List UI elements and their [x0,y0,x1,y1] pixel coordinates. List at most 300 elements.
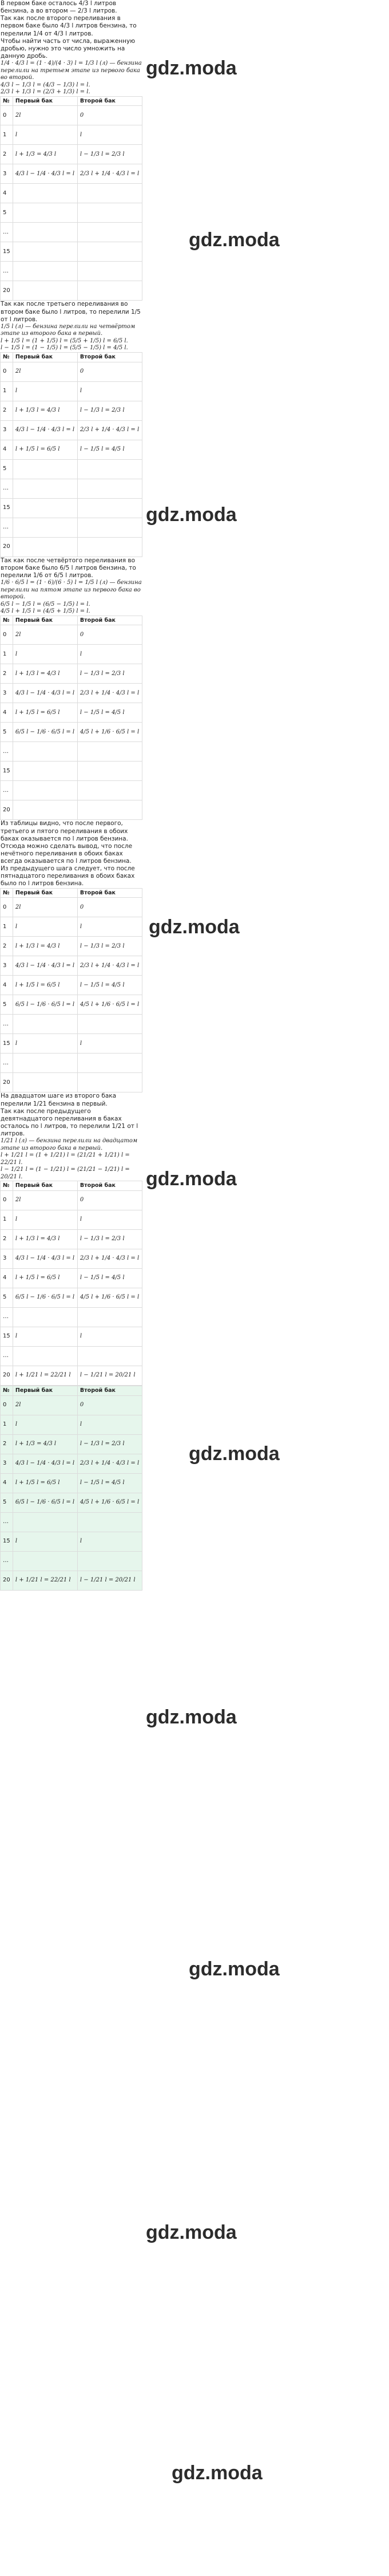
step-cell: 20 [1,1366,13,1386]
first-tank-cell: 2l [13,625,77,645]
second-tank-cell: l [77,125,142,145]
table-row [1,762,142,781]
table-header-row [1,1181,142,1191]
table-header-row [1,616,142,625]
watermark: gdz.moda [146,504,237,526]
step-cell: 15 [1,242,13,262]
step-cell: 2 [1,401,13,420]
solution-formula: l + 1/5 l = (1 + 1/5) l = (5/5 + 1/5) l = 6/5 l. [1,337,128,344]
first-tank-cell [13,742,77,762]
step-cell: 3 [1,420,13,440]
first-tank-cell: 6/5 l − 1/6 · 6/5 l = l [13,1288,77,1308]
second-tank-cell: 2/3 l + 1/4 · 4/3 l = l [77,684,142,703]
table-row [1,1230,142,1249]
watermark: gdz.moda [189,1443,280,1465]
step-cell: 1 [1,1210,13,1230]
second-tank-cell [77,1551,142,1571]
step-cell: … [1,518,13,537]
column-header: Второй бак [77,888,142,898]
first-tank-cell: 2l [13,1395,77,1415]
table-row [1,917,142,937]
second-tank-cell: 4/5 l + 1/6 · 6/5 l = l [77,1288,142,1308]
second-tank-cell: l [77,645,142,664]
step-cell: … [1,1512,13,1532]
second-tank-cell [77,762,142,781]
step-cell: 0 [1,898,13,917]
first-tank-cell [13,1073,77,1092]
first-tank-cell: l + 1/3 = 4/3 l [13,145,77,164]
table-row [1,1493,142,1512]
table-row [1,518,142,537]
table-row [1,381,142,401]
table-row [1,1327,142,1347]
table-header-row [1,96,142,106]
second-tank-cell: l − 1/21 l = 20/21 l [77,1366,142,1386]
step-cell: 15 [1,1532,13,1551]
step-cell: 3 [1,164,13,184]
table-row [1,1473,142,1493]
column-header: № [1,96,13,106]
table-row [1,995,142,1015]
table-row [1,645,142,664]
table-row [1,1454,142,1473]
first-tank-cell: 4/3 l − 1/4 · 4/3 l = l [13,1454,77,1473]
table-row [1,1073,142,1092]
first-tank-cell: l [13,1034,77,1054]
step-cell: 15 [1,498,13,518]
solution-text: Из предыдущего шага следует, что после пятнадцатого переливания в обоих баках было по l литров бензина. [1,865,135,887]
solution-formula: 2/3 l + 1/3 l = (2/3 + 1/3) l = l. [1,89,90,95]
table-row [1,281,142,301]
table-row [1,362,142,381]
first-tank-cell: l + 1/3 l = 4/3 l [13,1230,77,1249]
first-tank-cell: 6/5 l − 1/6 · 6/5 l = l [13,1493,77,1512]
first-tank-cell [13,262,77,281]
pour-table [0,888,142,1093]
column-header: Первый бак [13,1181,77,1191]
table-row [1,1512,142,1532]
step-cell: 2 [1,145,13,164]
column-header: № [1,616,13,625]
step-cell: 20 [1,800,13,820]
second-tank-cell: 2/3 l + 1/4 · 4/3 l = l [77,420,142,440]
step-cell: … [1,1015,13,1034]
table-row [1,1571,142,1590]
second-tank-cell: l − 1/3 l = 2/3 l [77,1434,142,1454]
solution-formula: 4/3 l − 1/3 l = (4/3 − 1/3) l = l. [1,81,90,88]
first-tank-cell [13,498,77,518]
solution-content [0,0,142,1591]
table-row [1,1532,142,1551]
watermark: gdz.moda [149,916,240,938]
answer-table [0,1386,142,1591]
first-tank-cell: l + 1/3 l = 4/3 l [13,401,77,420]
step-cell: 5 [1,1288,13,1308]
column-header: Первый бак [13,352,77,362]
first-tank-cell: l + 1/21 l = 22/21 l [13,1366,77,1386]
solution-formula: l − 1/5 l = (1 − 1/5) l = (5/5 − 1/5) l = 4/5 l. [1,345,128,352]
watermark: gdz.moda [146,1706,237,1728]
second-tank-cell: l [77,1034,142,1054]
step-cell: 0 [1,1395,13,1415]
first-tank-cell: l + 1/5 l = 6/5 l [13,440,77,459]
table-row [1,937,142,956]
table-row [1,1015,142,1034]
watermark: gdz.moda [146,1168,237,1190]
second-tank-cell: l [77,917,142,937]
first-tank-cell: l [13,1210,77,1230]
table-row [1,898,142,917]
solution-formula: l + 1/21 l = (1 + 1/21) l = (21/21 + 1/21) l = 22/21 l. [1,1152,130,1166]
first-tank-cell: l + 1/3 l = 4/3 l [13,937,77,956]
step-cell: 15 [1,1034,13,1054]
step-cell: 3 [1,1454,13,1473]
second-tank-cell: 4/5 l + 1/6 · 6/5 l = l [77,1493,142,1512]
first-tank-cell: l + 1/5 l = 6/5 l [13,976,77,995]
second-tank-cell: 0 [77,1191,142,1210]
step-cell: 3 [1,956,13,976]
table-row [1,723,142,742]
table-row [1,1191,142,1210]
table-row [1,1551,142,1571]
table-row [1,1415,142,1434]
solution-text: Так как после предыдущего девятнадцатого переливания в баках осталось по l литров, то перелили 1/21 от l литров. [1,1107,138,1137]
first-tank-cell [13,1308,77,1327]
watermark: gdz.moda [189,1958,280,1980]
table-row [1,203,142,223]
pour-table [0,96,142,301]
step-cell: … [1,781,13,800]
table-row [1,125,142,145]
column-header: Первый бак [13,616,77,625]
solution-formula: 4/5 l + 1/5 l = (4/5 + 1/5) l = l. [1,608,90,614]
second-tank-cell: l [77,1415,142,1434]
column-header: № [1,888,13,898]
table-row [1,800,142,820]
step-cell: 1 [1,645,13,664]
table-row [1,1434,142,1454]
table-row [1,684,142,703]
first-tank-cell [13,281,77,301]
second-tank-cell [77,262,142,281]
first-tank-cell: l + 1/5 l = 6/5 l [13,1269,77,1288]
table-row [1,956,142,976]
first-tank-cell [13,537,77,557]
first-tank-cell: l [13,1327,77,1347]
second-tank-cell: l − 1/3 l = 2/3 l [77,401,142,420]
table-row [1,1054,142,1073]
step-cell: … [1,262,13,281]
first-tank-cell: l [13,125,77,145]
second-tank-cell [77,242,142,262]
second-tank-cell [77,518,142,537]
second-tank-cell: l − 1/5 l = 4/5 l [77,440,142,459]
table-row [1,1395,142,1415]
step-cell: 15 [1,1327,13,1347]
first-tank-cell [13,1551,77,1571]
solution-formula: 1/4 · 4/3 l = (1 · 4)/(4 · 3) l = 1/3 l (л) — бензина перелили на третьем этапе из первого бака во второй. [1,60,142,81]
second-tank-cell: 2/3 l + 1/4 · 4/3 l = l [77,1454,142,1473]
step-cell: 2 [1,937,13,956]
first-tank-cell: l + 1/3 = 4/3 l [13,1434,77,1454]
column-header: Первый бак [13,888,77,898]
table-row [1,242,142,262]
second-tank-cell [77,479,142,498]
table-row [1,479,142,498]
table-row [1,1210,142,1230]
second-tank-cell: l [77,381,142,401]
table-row [1,1269,142,1288]
first-tank-cell [13,518,77,537]
second-tank-cell: 2/3 l + 1/4 · 4/3 l = l [77,956,142,976]
second-tank-cell [77,184,142,203]
step-cell: 5 [1,723,13,742]
first-tank-cell: 4/3 l − 1/4 · 4/3 l = l [13,164,77,184]
second-tank-cell [77,1073,142,1092]
second-tank-cell: l − 1/5 l = 4/5 l [77,1269,142,1288]
table-row [1,1288,142,1308]
table-row [1,1347,142,1366]
table-row [1,703,142,723]
second-tank-cell: 2/3 l + 1/4 · 4/3 l = l [77,164,142,184]
first-tank-cell: 2l [13,362,77,381]
column-header: № [1,352,13,362]
table-row [1,164,142,184]
step-cell: 1 [1,381,13,401]
step-cell: 5 [1,459,13,479]
second-tank-cell: 4/5 l + 1/6 · 6/5 l = l [77,723,142,742]
table-row [1,184,142,203]
first-tank-cell: 4/3 l − 1/4 · 4/3 l = l [13,1249,77,1269]
solution-text: В первом баке осталось 4/3 l литров бензина, а во втором — 2/3 l литров. [1,0,117,15]
step-cell: … [1,1347,13,1366]
table-row [1,106,142,125]
second-tank-cell [77,203,142,223]
first-tank-cell [13,242,77,262]
step-cell: … [1,1054,13,1073]
table-row [1,664,142,684]
step-cell: 3 [1,684,13,703]
first-tank-cell [13,1015,77,1034]
second-tank-cell [77,1015,142,1034]
column-header: Второй бак [77,1386,142,1396]
table-row [1,420,142,440]
second-tank-cell: l [77,1210,142,1230]
table-row [1,1249,142,1269]
table-row [1,145,142,164]
table-header-row [1,1386,142,1396]
first-tank-cell [13,1347,77,1366]
second-tank-cell [77,781,142,800]
table-row [1,1308,142,1327]
second-tank-cell [77,1308,142,1327]
second-tank-cell [77,1512,142,1532]
step-cell: 5 [1,1493,13,1512]
watermark: gdz.moda [172,2462,263,2484]
first-tank-cell: l [13,1532,77,1551]
table-row [1,401,142,420]
second-tank-cell: 2/3 l + 1/4 · 4/3 l = l [77,1249,142,1269]
step-cell: 4 [1,1473,13,1493]
first-tank-cell: l [13,645,77,664]
table-row [1,459,142,479]
step-cell: 4 [1,184,13,203]
step-cell: … [1,1308,13,1327]
first-tank-cell: 4/3 l − 1/4 · 4/3 l = l [13,956,77,976]
column-header: Первый бак [13,96,77,106]
first-tank-cell [13,800,77,820]
first-tank-cell [13,762,77,781]
step-cell: 20 [1,281,13,301]
first-tank-cell: l + 1/21 l = 22/21 l [13,1571,77,1590]
step-cell: 1 [1,917,13,937]
column-header: Второй бак [77,616,142,625]
solution-formula: 1/6 · 6/5 l = (1 · 6)/(6 · 5) l = 1/5 l (л) — бензина перелили на пятом этапе из первого бака во второй. [1,579,142,600]
second-tank-cell [77,742,142,762]
step-cell: … [1,742,13,762]
first-tank-cell: 2l [13,1191,77,1210]
pour-table [0,1181,142,1386]
first-tank-cell: l + 1/5 l = 6/5 l [13,1473,77,1493]
first-tank-cell: 6/5 l − 1/6 · 6/5 l = l [13,723,77,742]
step-cell: 2 [1,664,13,684]
first-tank-cell: 6/5 l − 1/6 · 6/5 l = l [13,995,77,1015]
step-cell: 4 [1,976,13,995]
step-cell: 4 [1,1269,13,1288]
table-row [1,1366,142,1386]
first-tank-cell: 4/3 l − 1/4 · 4/3 l = l [13,684,77,703]
table-row [1,537,142,557]
table-row [1,498,142,518]
second-tank-cell [77,281,142,301]
second-tank-cell: 4/5 l + 1/6 · 6/5 l = l [77,995,142,1015]
table-row [1,781,142,800]
second-tank-cell: 0 [77,362,142,381]
first-tank-cell: l [13,917,77,937]
step-cell: 5 [1,203,13,223]
column-header: Второй бак [77,352,142,362]
first-tank-cell: l [13,381,77,401]
step-cell: 5 [1,995,13,1015]
pour-table [0,616,142,820]
solution-text: На двадцатом шаге из второго бака перелили 1/21 бензина в первый. [1,1092,117,1107]
watermark: gdz.moda [189,229,280,251]
second-tank-cell: l [77,1532,142,1551]
step-cell: 20 [1,1073,13,1092]
column-header: № [1,1386,13,1396]
first-tank-cell: 4/3 l − 1/4 · 4/3 l = l [13,420,77,440]
step-cell: 1 [1,125,13,145]
second-tank-cell [77,1054,142,1073]
first-tank-cell: l + 1/5 l = 6/5 l [13,703,77,723]
table-row [1,1034,142,1054]
second-tank-cell: 0 [77,898,142,917]
watermark: gdz.moda [146,2222,237,2243]
step-cell: 0 [1,625,13,645]
solution-text: Чтобы найти часть от числа, выраженную дробью, нужно это число умножить на данную дробь. [1,37,136,60]
solution-formula: l − 1/21 l = (1 − 1/21) l = (21/21 − 1/21) l = 20/21 l. [1,1166,130,1180]
step-cell: 4 [1,703,13,723]
second-tank-cell [77,498,142,518]
second-tank-cell: 0 [77,1395,142,1415]
first-tank-cell [13,1054,77,1073]
first-tank-cell: l + 1/3 l = 4/3 l [13,664,77,684]
first-tank-cell [13,203,77,223]
table-row [1,625,142,645]
second-tank-cell: l − 1/3 l = 2/3 l [77,145,142,164]
step-cell: 1 [1,1415,13,1434]
first-tank-cell [13,223,77,242]
table-row [1,262,142,281]
second-tank-cell [77,537,142,557]
second-tank-cell [77,459,142,479]
solution-text: Так как после второго переливания в первом баке было 4/3 l литров бензина, то перелили 1/4 от 4/3 l литров. [1,15,137,37]
solution-formula: 1/21 l (л) — бензина перелили на двадцатом этапе из второго бака в первый. [1,1138,138,1151]
solution-text: Так как после третьего переливания во втором баке было l литров, то перелили 1/5 от l литров. [1,301,141,323]
solution-text: Из таблицы видно, что после первого, третьего и пятого переливания в обоих баках оказывается по l литров бензина. Отсюда можно сделать вывод, что после нечётного переливания в обоих баках всегда оказывается по l литров бензина. [1,820,133,865]
second-tank-cell [77,800,142,820]
step-cell: 0 [1,1191,13,1210]
step-cell: 4 [1,440,13,459]
step-cell: 0 [1,362,13,381]
table-header-row [1,888,142,898]
second-tank-cell: l − 1/3 l = 2/3 l [77,1230,142,1249]
first-tank-cell: 2l [13,898,77,917]
first-tank-cell [13,459,77,479]
second-tank-cell: l − 1/3 l = 2/3 l [77,664,142,684]
solution-formula: 1/5 l (л) — бензина перелили на четвёртом этапе из второго бака в первый. [1,323,136,337]
step-cell: … [1,1551,13,1571]
table-row [1,440,142,459]
second-tank-cell [77,223,142,242]
solution-text: Так как после четвёртого переливания во втором баке было 6/5 l литров бензина, то перелили 1/6 от 6/5 l литров. [1,557,136,579]
second-tank-cell: l − 1/5 l = 4/5 l [77,976,142,995]
column-header: Первый бак [13,1386,77,1396]
step-cell: 3 [1,1249,13,1269]
column-header: Второй бак [77,96,142,106]
first-tank-cell [13,1512,77,1532]
first-tank-cell [13,781,77,800]
step-cell: 2 [1,1434,13,1454]
second-tank-cell: l − 1/5 l = 4/5 l [77,703,142,723]
second-tank-cell [77,1347,142,1366]
second-tank-cell: l − 1/5 l = 4/5 l [77,1473,142,1493]
step-cell: … [1,223,13,242]
table-header-row [1,352,142,362]
pour-table [0,352,142,557]
table-row [1,223,142,242]
first-tank-cell: 2l [13,106,77,125]
solution-formula: 6/5 l − 1/5 l = (6/5 − 1/5) l = l. [1,601,90,607]
watermark: gdz.moda [146,57,237,79]
step-cell: 20 [1,537,13,557]
column-header: № [1,1181,13,1191]
table-row [1,976,142,995]
first-tank-cell [13,479,77,498]
second-tank-cell: 0 [77,625,142,645]
second-tank-cell: l − 1/3 l = 2/3 l [77,937,142,956]
step-cell: 2 [1,1230,13,1249]
table-row [1,742,142,762]
step-cell: 15 [1,762,13,781]
second-tank-cell: 0 [77,106,142,125]
step-cell: 0 [1,106,13,125]
column-header: Второй бак [77,1181,142,1191]
first-tank-cell: l [13,1415,77,1434]
second-tank-cell: l − 1/21 l = 20/21 l [77,1571,142,1590]
step-cell: 20 [1,1571,13,1590]
step-cell: … [1,479,13,498]
